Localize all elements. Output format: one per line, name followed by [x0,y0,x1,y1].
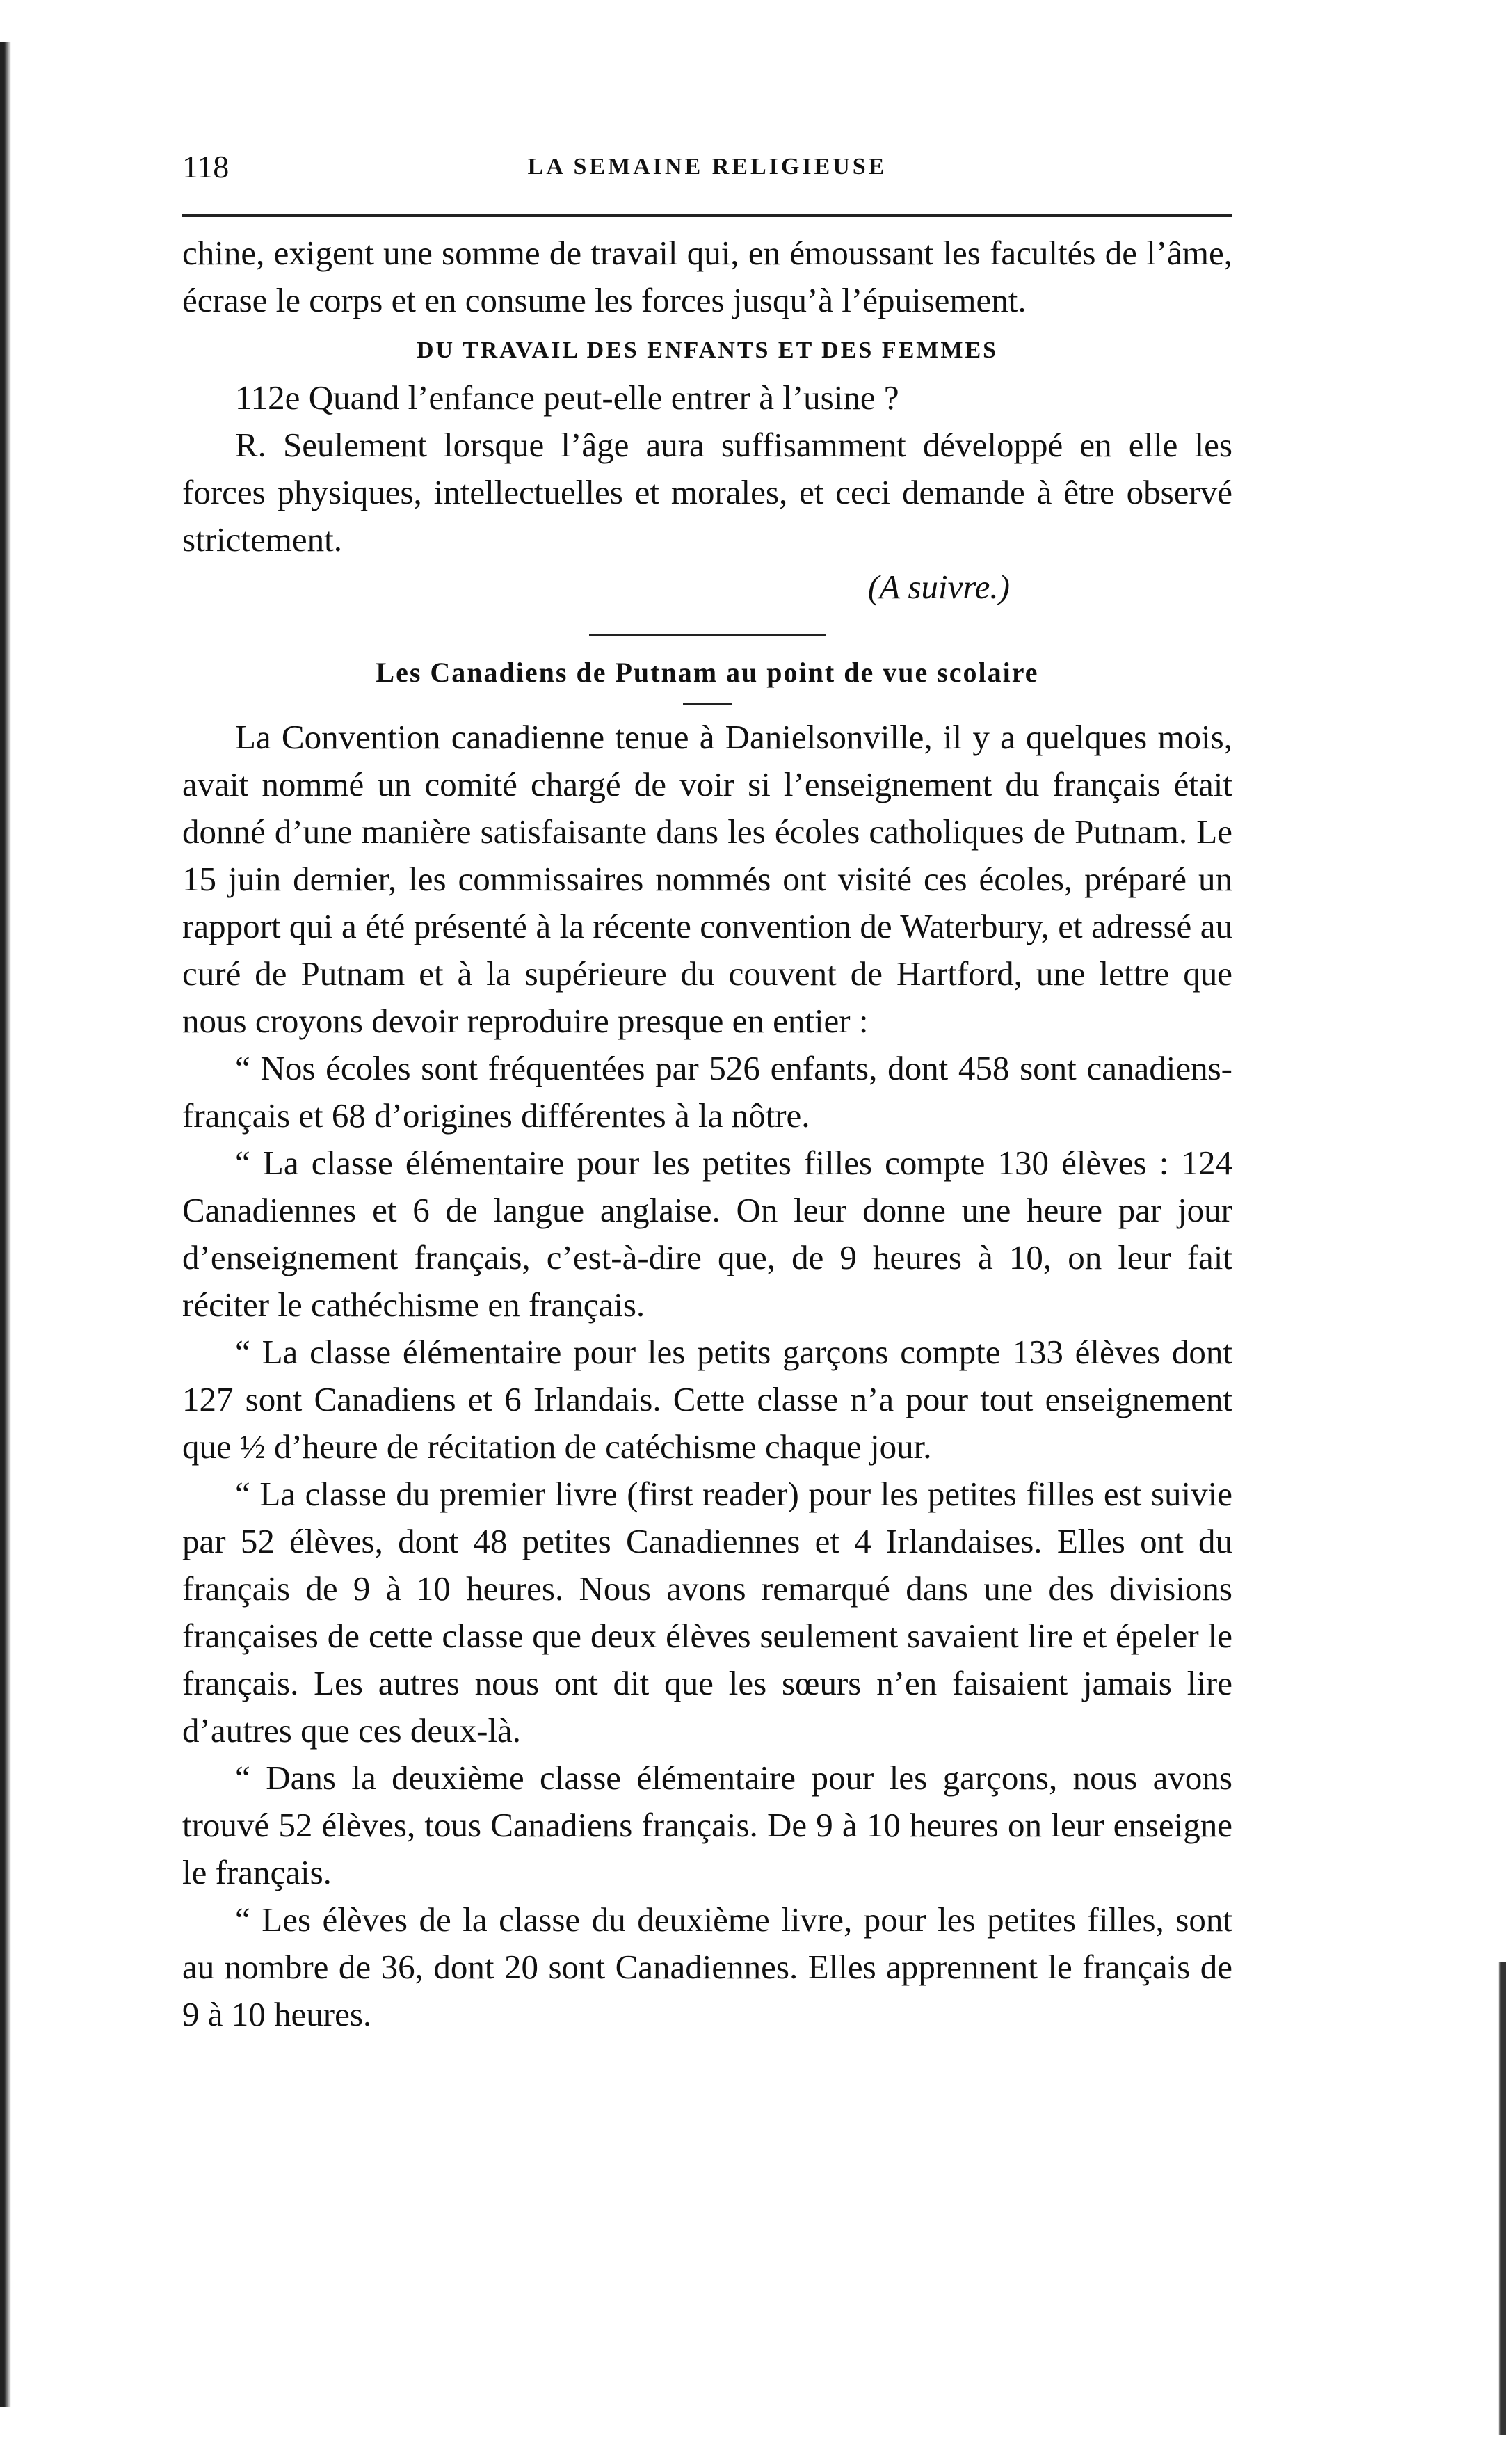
page-number: 118 [182,149,230,184]
running-header [182,146,1232,188]
article-paragraph: “ La classe élémentaire pour les petits garçons compte 133 élèves dont 127 sont Canadiens et 6 Irlandais. Cette classe n’a pour tout enseignement que ½ d’heure de récitation de catéchisme chaque jour. [182,1333,1232,1466]
article-paragraph: “ Dans la deuxième classe élémentaire pour les garçons, nous avons trouvé 52 élèves, tous Canadiens français. De 9 à 10 heures on leur enseigne le français. [182,1759,1232,1891]
section-heading: DU TRAVAIL DES ENFANTS ET DES FEMMES [416,337,999,363]
scan-edge-right [1498,1962,1506,2435]
answer-paragraph: R. Seulement lorsque l’âge aura suffisamment développé en elle les forces physiques, intellectuelles et morales, et ceci demande à être observé strictement. [182,426,1232,559]
to-be-continued: (A suivre.) [867,568,1010,606]
article-title: Les Canadiens de Putnam au point de vue scolaire [376,657,1039,688]
question-number: 112e [235,378,300,417]
article-paragraph: La Convention canadienne tenue à Danielsonville, il y a quelques mois, avait nommé un comité chargé de voir si l’enseignement du français était donné d’une manière satisfaisante dans les écoles catholiques de Putnam. Le 15 juin dernier, les commissaires nommés ont visité ces écoles, préparé un rapport qui a été présenté à la récente convention de Waterbury, et adressé au curé de Putnam et à la supérieure du couvent de Hartford, une lettre que nous croyons devoir reproduire presque en entier : [182,718,1232,1040]
article-paragraph: “ La classe élémentaire pour les petites filles compte 130 élèves : 124 Canadiennes et 6 de langue anglaise. On leur donne une heure par jour d’enseignement français, c’est-à-dire que, de 9 heures à 10, on leur fait réciter le cathéchisme en français. [182,1144,1232,1324]
header-rule [182,214,1232,217]
question-text: Quand l’enfance peut-elle entrer à l’usine ? [308,378,899,417]
article-paragraph: “ Les élèves de la classe du deuxième livre, pour les petites filles, sont au nombre de 36, dont 20 sont Canadiennes. Elles apprennent le français de 9 à 10 heures. [182,1900,1232,2033]
section-divider [589,634,826,636]
question-paragraph [182,374,1232,422]
scan-edge-left [0,42,11,2407]
running-title: LA SEMAINE RELIGIEUSE [527,154,887,179]
body-text [182,230,1232,2038]
title-divider [683,703,732,705]
article-paragraph: “ Nos écoles sont fréquentées par 526 enfants, dont 458 sont canadiens-français et 68 d’origines différentes à la nôtre. [182,1049,1232,1135]
article-paragraph: “ La classe du premier livre (first reader) pour les petites filles est suivie par 52 élèves, dont 48 petites Canadiennes et 4 Irlandaises. Elles ont du français de 9 à 10 heures. Nous avons remarqué dans une des divisions françaises de cette classe que deux élèves seulement savaient lire et épeler le français. Les autres nous ont dit que les sœurs n’en faisaient jamais lire d’autres que ces deux-là. [182,1475,1232,1750]
continuation-paragraph: chine, exigent une somme de travail qui, en émoussant les facultés de l’âme, écrase le corps et en consume les forces jusqu’à l’épuisement. [182,234,1232,319]
